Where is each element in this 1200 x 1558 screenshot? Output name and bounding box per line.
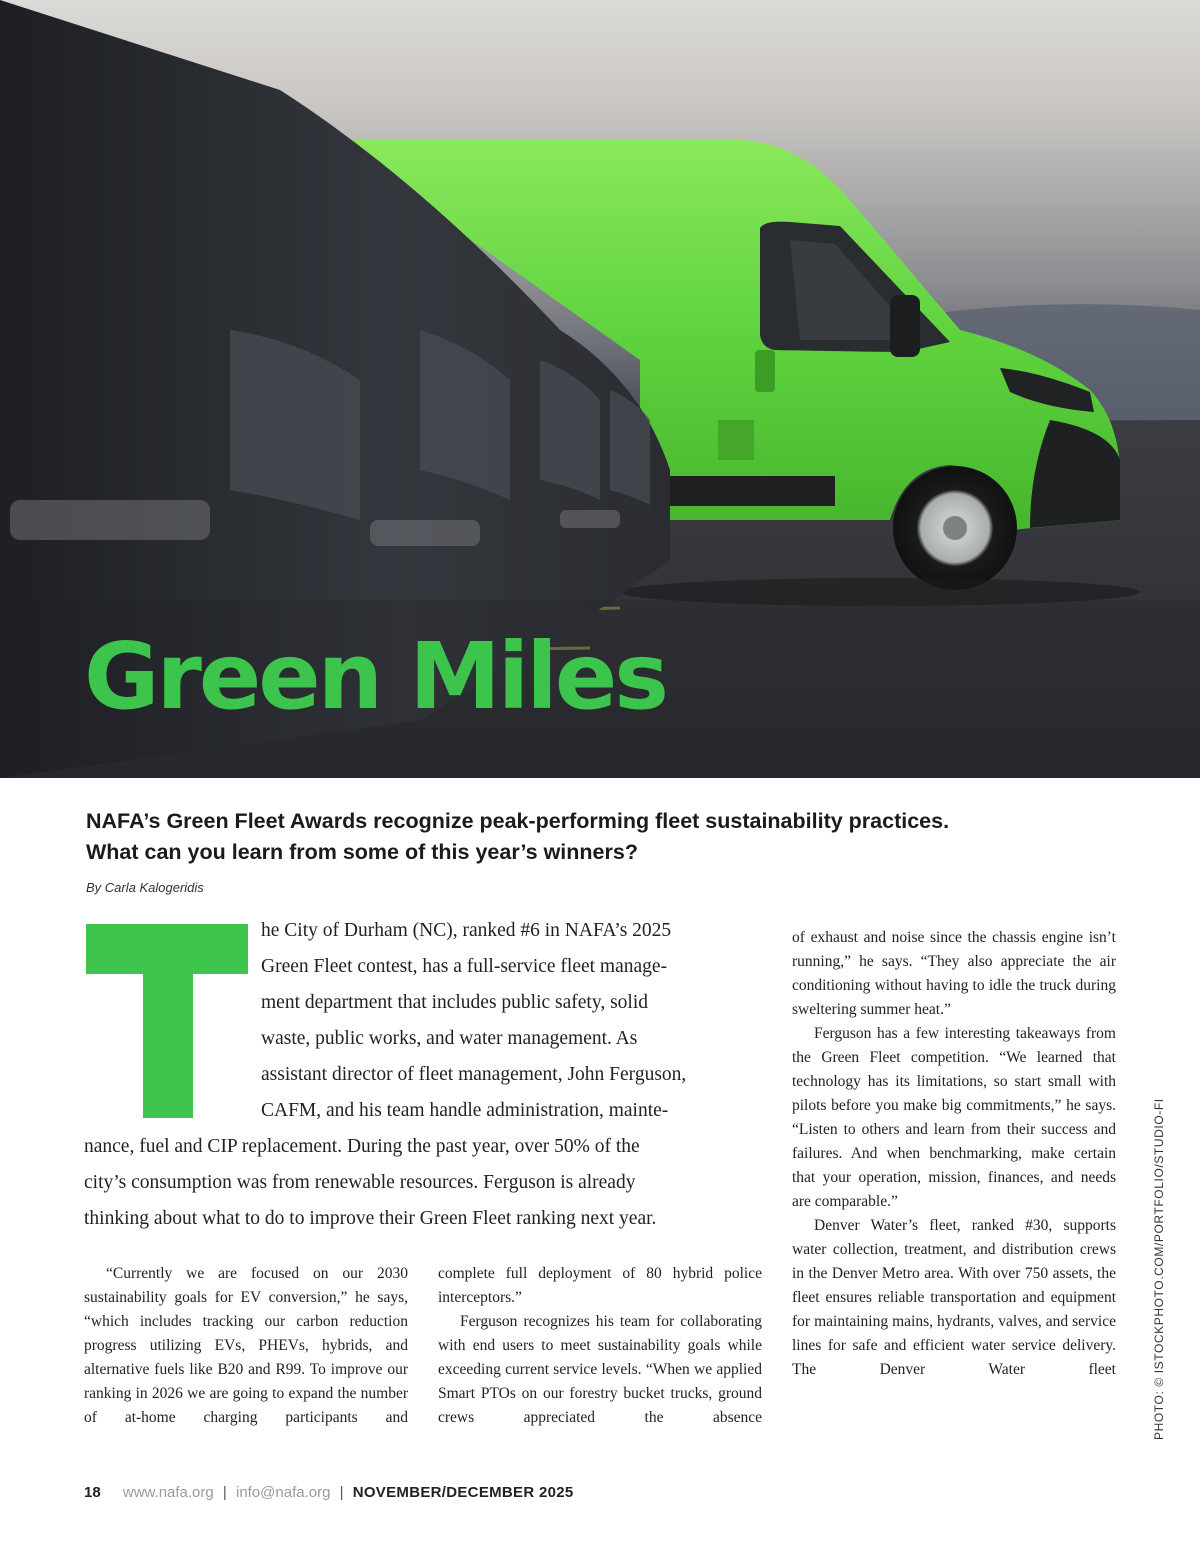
photo-credit: PHOTO: © ISTOCKPHOTO.COM/PORTFOLIO/STUDIO-FI: [1152, 1098, 1166, 1440]
page-number: 18: [84, 1484, 101, 1501]
lead-line: CAFM, and his team handle administration, mainte-: [261, 1100, 669, 1121]
body-paragraph: Denver Water’s fleet, ranked #30, supports water collection, treatment, and distribution crews in the Denver Metro area. With over 750 assets, the fleet ensures reliable transportation and equipment for maintaining mains, hydrants, valves, and service lines for safe and efficient water service delivery. The Denver Water fleet: [792, 1217, 1116, 1378]
lead-line: he City of Durham (NC), ranked #6 in NAFA’s 2025: [261, 920, 672, 941]
footer-separator: |: [222, 1484, 227, 1501]
lead-line: nance, fuel and CIP replacement. During the past year, over 50% of the: [84, 1136, 640, 1157]
hero-photo: [0, 0, 1200, 778]
lead-line: city’s consumption was from renewable resources. Ferguson is already: [84, 1172, 636, 1193]
lead-line: ment department that includes public safety, solid: [261, 992, 649, 1013]
lead-line: assistant director of fleet management, John Ferguson,: [261, 1064, 687, 1085]
body-column-2: [438, 1262, 762, 1430]
drop-cap-letter: [86, 924, 248, 1118]
lead-line: waste, public works, and water management. As: [261, 1028, 638, 1049]
body-paragraph: Ferguson recognizes his team for collaborating with end users to meet sustainability goals while exceeding current service levels. “When we applied Smart PTOs on our forestry bucket trucks, ground crews appreciated the absence: [438, 1313, 762, 1426]
body-paragraph: complete full deployment of 80 hybrid police interceptors.”: [438, 1265, 762, 1306]
lead-line: Green Fleet contest, has a full-service fleet manage-: [261, 956, 668, 977]
issue-date: NOVEMBER/DECEMBER 2025: [352, 1484, 574, 1501]
body-paragraph: “Currently we are focused on our 2030 sustainability goals for EV conversion,” he says, “which includes tracking our carbon reduction progress utilizing EVs, PHEVs, hybrids, and alternative fuels like B20 and R99. To improve our ranking in 2026 we are going to expand the number of at-home charging participants and: [84, 1265, 408, 1426]
email-link[interactable]: info@nafa.org: [236, 1484, 331, 1501]
lead-line: thinking about what to do to improve their Green Fleet ranking next year.: [84, 1208, 657, 1229]
article-title: Green Miles: [84, 623, 666, 730]
article-deck: [86, 806, 1146, 868]
body-column-3: [792, 926, 1116, 1382]
deck-line: What can you learn from some of this year’s winners?: [86, 840, 638, 864]
deck-line: NAFA’s Green Fleet Awards recognize peak-performing fleet sustainability practices.: [86, 809, 950, 833]
body-paragraph: Ferguson has a few interesting takeaways from the Green Fleet competition. “We learned that technology has its limitations, so start small with pilots before you make big commitments,” he says. “Listen to others and learn from their success and failures. And when benchmarking, make certain that your operation, mission, finances, and needs are comparable.”: [792, 1025, 1116, 1210]
page-footer: [84, 1484, 574, 1501]
body-column-1: [84, 1262, 408, 1430]
website-link[interactable]: www.nafa.org: [122, 1484, 214, 1501]
body-paragraph: of exhaust and noise since the chassis engine isn’t running,” he says. “They also appreciate the air conditioning without having to idle the truck during sweltering summer heat.”: [792, 929, 1116, 1018]
footer-separator: |: [339, 1484, 344, 1501]
byline: By Carla Kalogeridis: [86, 880, 204, 895]
